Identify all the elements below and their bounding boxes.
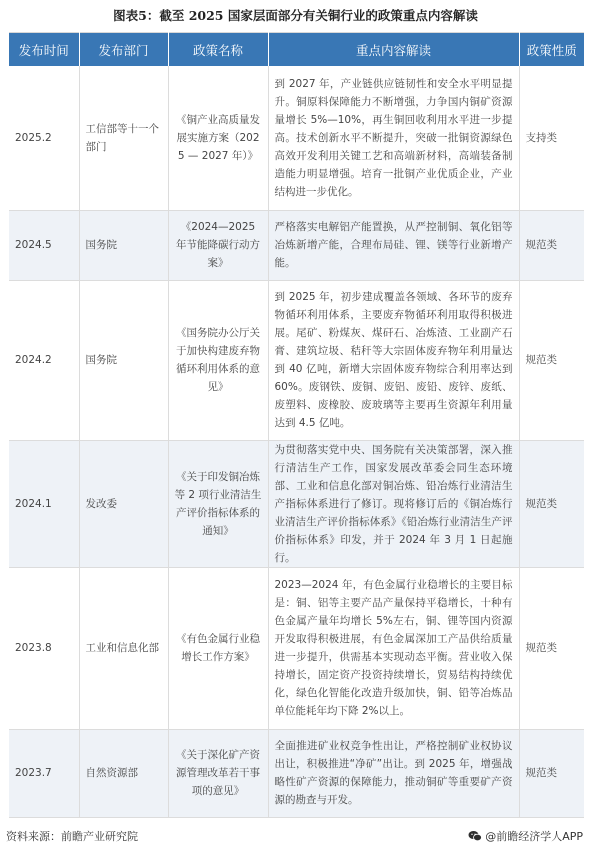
table-header-row (9, 33, 584, 67)
header-policy-type: 政策性质 (519, 33, 584, 67)
cell-key-content: 到 2025 年，初步建成覆盖各领域、各环节的废弃物循环利用体系，主要废弃物循环利用取得积极进展。尾矿、粉煤灰、煤矸石、冶炼渣、工业副产石膏、建筑垃圾、秸秆等大宗固体废弃物年利用量达到 40 亿吨，新增大宗固体废弃物综合利用率达到 60%。废钢铁、废铜、废铝、废铅、废锌、废纸、废塑料、废橡胶、废玻璃等主要再生资源年利用量达到 4.5 亿吨。 (268, 280, 519, 440)
cell-department: 发改委 (79, 440, 168, 567)
table-row (9, 729, 584, 817)
table-row (9, 66, 584, 210)
cell-key-content: 严格落实电解铝产能置换，从严控制铜、氧化铝等冶炼新增产能，合理布局硅、锂、镁等行业新增产能。 (268, 210, 519, 280)
table-row (9, 440, 584, 567)
cell-date: 2024.1 (9, 440, 79, 567)
cell-policy-name: 《有色金属行业稳增长工作方案》 (168, 567, 268, 729)
wechat-icon (468, 830, 482, 842)
cell-date: 2023.8 (9, 567, 79, 729)
cell-key-content: 全面推进矿业权竞争性出让，严格控制矿业权协议出让，积极推进“净矿”出让。到 2025 年，增强战略性矿产资源的保障能力，推动铜矿等重要矿产资源的勘查与开发。 (268, 729, 519, 817)
cell-department: 国务院 (79, 280, 168, 440)
header-date: 发布时间 (9, 33, 79, 67)
source-note: 资料来源：前瞻产业研究院 (6, 830, 138, 843)
cell-policy-type: 规范类 (519, 567, 584, 729)
table-row (9, 567, 584, 729)
cell-key-content: 2023—2024 年，有色金属行业稳增长的主要目标是：铜、铝等主要产品产量保持平稳增长，十种有色金属产量年均增长 5%左右，铜、锂等国内资源开发取得积极进展，有色金属深加工产品供给质量进一步提升，供需基本实现动态平衡。营业收入保持增长，固定资产投资持续增长，贸易结构持续优化，绿色化智能化改造升级加快，铜、铅等冶炼品单位能耗年均下降 2%以上。 (268, 567, 519, 729)
cell-key-content: 为贯彻落实党中央、国务院有关决策部署，深入推行清洁生产工作，国家发展改革委会同生态环境部、工业和信息化部对铜冶炼、铅冶炼行业清洁生产指标体系进行了修订。现将修订后的《铜冶炼行业清洁生产评价指标体系》《铅冶炼行业清洁生产评价指标体系》印发，并于 2024 年 3 月 1 日起施行。 (268, 440, 519, 567)
footer (0, 825, 591, 849)
cell-date: 2024.2 (9, 280, 79, 440)
cell-department: 自然资源部 (79, 729, 168, 817)
header-department: 发布部门 (79, 33, 168, 67)
brand-credit (468, 828, 583, 844)
table-row (9, 280, 584, 440)
cell-date: 2024.5 (9, 210, 79, 280)
cell-date: 2025.2 (9, 66, 79, 210)
cell-policy-type: 规范类 (519, 210, 584, 280)
cell-policy-name: 《铜产业高质量发展实施方案（2025 — 2027 年）》 (168, 66, 268, 210)
cell-policy-type: 规范类 (519, 440, 584, 567)
cell-policy-name: 《关于印发铜冶炼等 2 项行业清洁生产评价指标体系的通知》 (168, 440, 268, 567)
table-title: 图表5：截至 2025 国家层面部分有关铜行业的政策重点内容解读 (113, 8, 478, 23)
table-row (9, 210, 584, 280)
cell-date: 2023.7 (9, 729, 79, 817)
cell-policy-name: 《国务院办公厅关于加快构建废弃物循环利用体系的意见》 (168, 280, 268, 440)
cell-policy-type: 规范类 (519, 280, 584, 440)
header-key-content: 重点内容解读 (268, 33, 519, 67)
cell-policy-name: 《关于深化矿产资源管理改革若干事项的意见》 (168, 729, 268, 817)
cell-department: 工信部等十一个部门 (79, 66, 168, 210)
cell-policy-type: 支持类 (519, 66, 584, 210)
header-policy-name: 政策名称 (168, 33, 268, 67)
cell-policy-type: 规范类 (519, 729, 584, 817)
cell-department: 国务院 (79, 210, 168, 280)
brand-text: @前瞻经济学人APP (485, 830, 583, 843)
cell-policy-name: 《2024—2025 年节能降碳行动方案》 (168, 210, 268, 280)
cell-key-content: 到 2027 年，产业链供应链韧性和安全水平明显提升。铜原料保障能力不断增强，力争国内铜矿资源量增长 5%—10%，再生铜回收利用水平进一步提高。技术创新水平不断提升，突破一批铜资源绿色高效开发利用关键工艺和高端新材料，高端装备制造能力明显增强。培育一批铜产业优质企业，产业结构进一步优化。 (268, 66, 519, 210)
policy-table (9, 32, 584, 818)
cell-department: 工业和信息化部 (79, 567, 168, 729)
